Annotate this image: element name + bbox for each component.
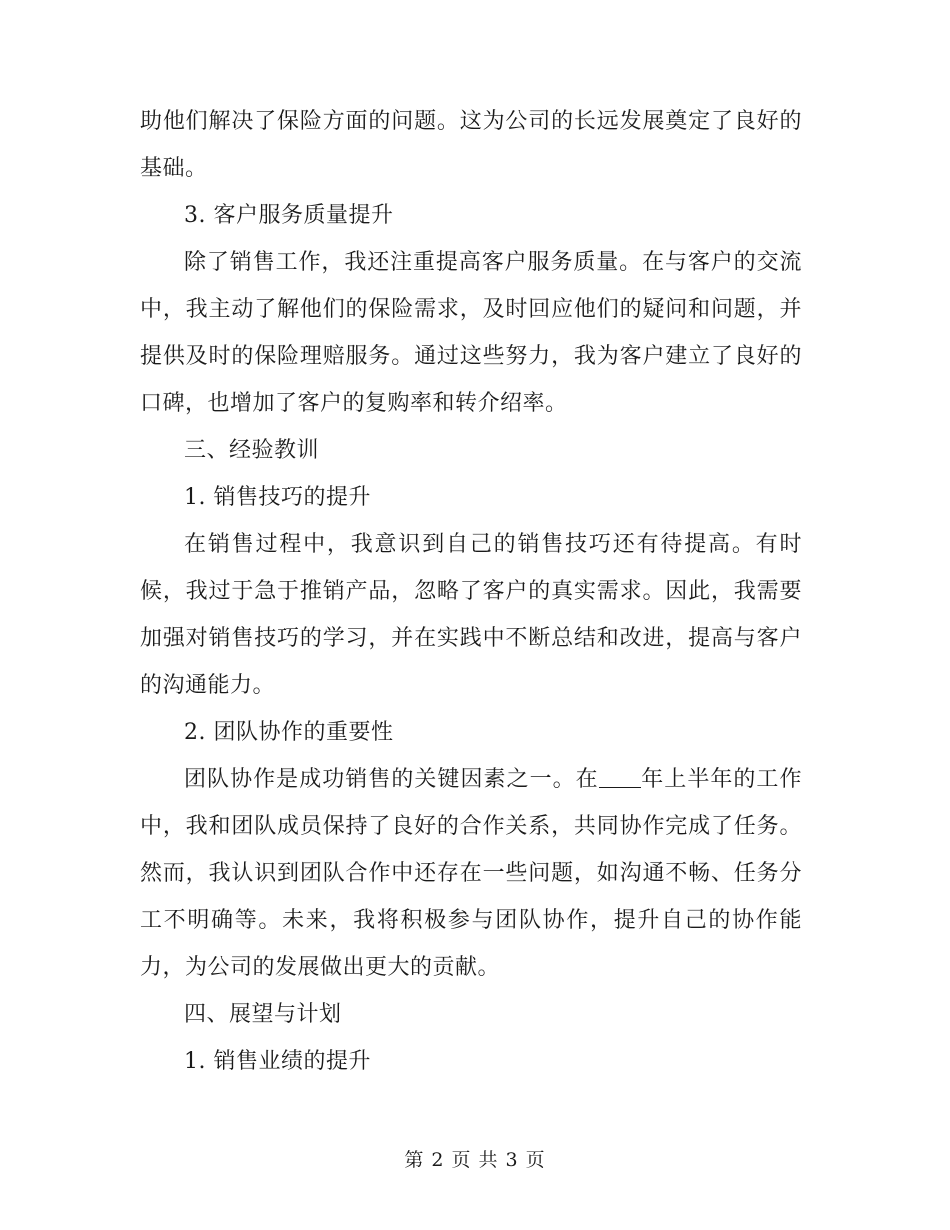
section-heading-lessons: 三、经验教训 [184,438,320,463]
teamwork-text-after-blank: 年上半年的工作中，我和团队成员保持了良好的合作关系，共同协作完成了任务。然而，我认识到团队合作中还存在一些问题，如沟通不畅、任务分工不明确等。未来，我将积极参与团队协作，提升自己的协作能力，为公司的发展做出更大的贡献。 [140,767,802,980]
paragraph-sales-skills: 在销售过程中，我意识到自己的销售技巧还有待提高。有时候，我过于急于推销产品，忽略了客户的真实需求。因此，我需要加强对销售技巧的学习，并在实践中不断总结和改进，提高与客户的沟通能力。 [140,532,802,698]
section-heading-outlook: 四、展望与计划 [184,1002,342,1027]
paragraph-customer-service: 除了销售工作，我还注重提高客户服务质量。在与客户的交流中，我主动了解他们的保险需求，及时回应他们的疑问和问题，并提供及时的保险理赔服务。通过这些努力，我为客户建立了良好的口碑，也增加了客户的复购率和转介绍率。 [140,250,802,416]
teamwork-text-before-blank: 团队协作是成功销售的关键因素之一。在 [184,767,599,792]
subheading-performance: 1. 销售业绩的提升 [184,1049,371,1074]
subheading-sales-skills: 1. 销售技巧的提升 [184,485,371,510]
subheading-teamwork: 2. 团队协作的重要性 [184,720,394,745]
page-number-footer: 第 2 页 共 3 页 [404,1149,546,1171]
year-blank-underline [599,765,641,788]
paragraph-continuation: 助他们解决了保险方面的问题。这为公司的长远发展奠定了良好的基础。 [140,109,802,181]
subheading-customer-service: 3. 客户服务质量提升 [184,203,394,228]
document-body [140,98,802,1085]
paragraph-teamwork [140,756,802,991]
